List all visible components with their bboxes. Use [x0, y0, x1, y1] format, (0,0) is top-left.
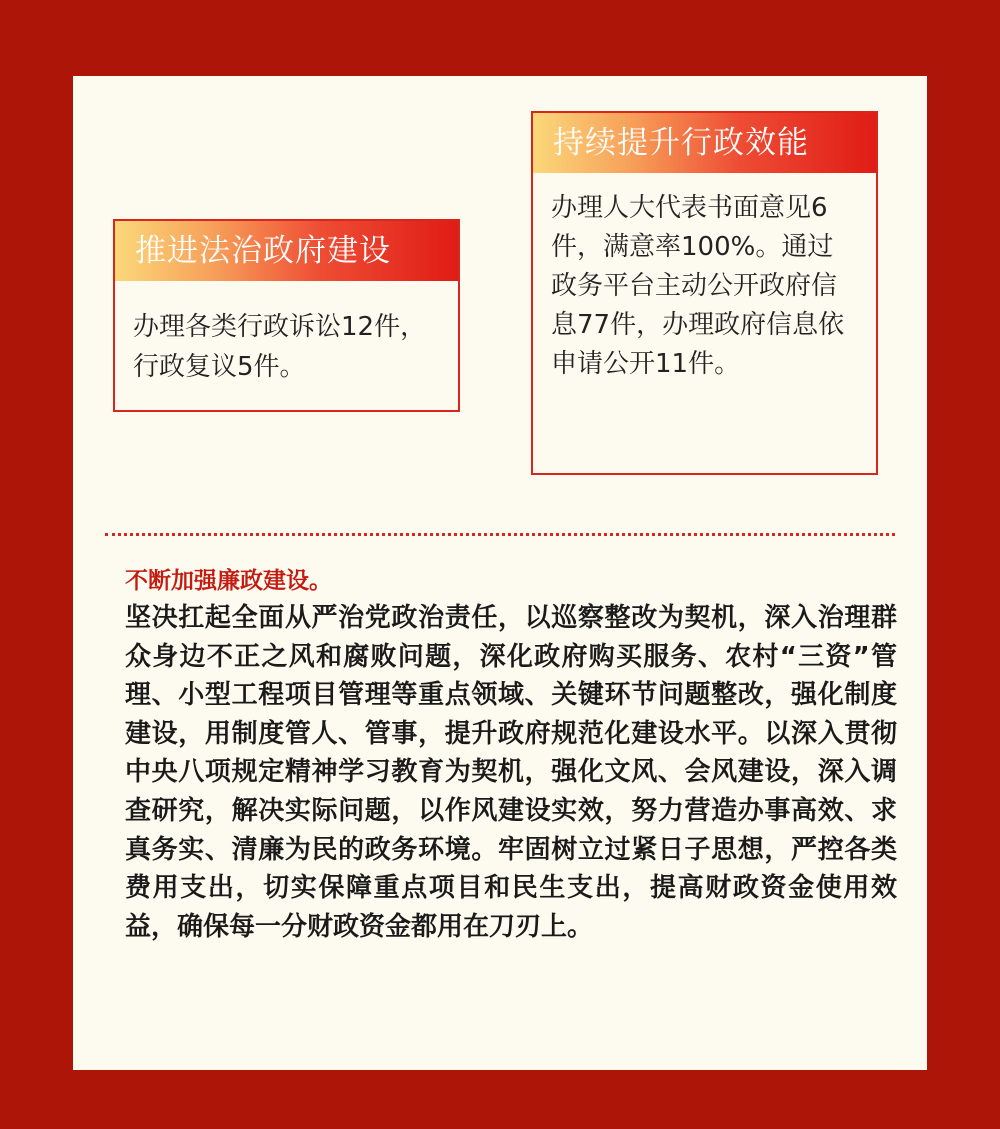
content-panel — [73, 76, 927, 1070]
card-admin-efficiency — [531, 111, 878, 475]
card-law-government — [113, 219, 460, 412]
card-admin-efficiency-title: 持续提升行政效能 — [533, 113, 876, 173]
integrity-section-title: 不断加强廉政建设。 — [125, 568, 332, 594]
card-admin-efficiency-body: 办理人大代表书面意见6件，满意率100%。通过政务平台主动公开政府信息77件，办理政府信息依申请公开11件。 — [551, 193, 845, 379]
card-law-government-body: 办理各类行政诉讼12件，行政复议5件。 — [133, 312, 427, 382]
card-law-government-title: 推进法治政府建设 — [115, 221, 458, 281]
integrity-section — [125, 563, 897, 946]
dotted-divider — [105, 533, 895, 536]
integrity-section-body: 坚决扛起全面从严治党政治责任，以巡察整改为契机，深入治理群众身边不正之风和腐败问题，深化政府购买服务、农村“三资”管理、小型工程项目管理等重点领域、关键环节问题整改，强化制度建设，用制度管人、管事，提升政府规范化建设水平。以深入贯彻中央八项规定精神学习教育为契机，强化文风、会风建设，深入调查研究，解决实际问题，以作风建设实效，努力营造办事高效、求真务实、清廉为民的政务环境。牢固树立过紧日子思想，严控各类费用支出，切实保障重点项目和民生支出，提高财政资金使用效益，确保每一分财政资金都用在刀刃上。 — [125, 603, 897, 942]
